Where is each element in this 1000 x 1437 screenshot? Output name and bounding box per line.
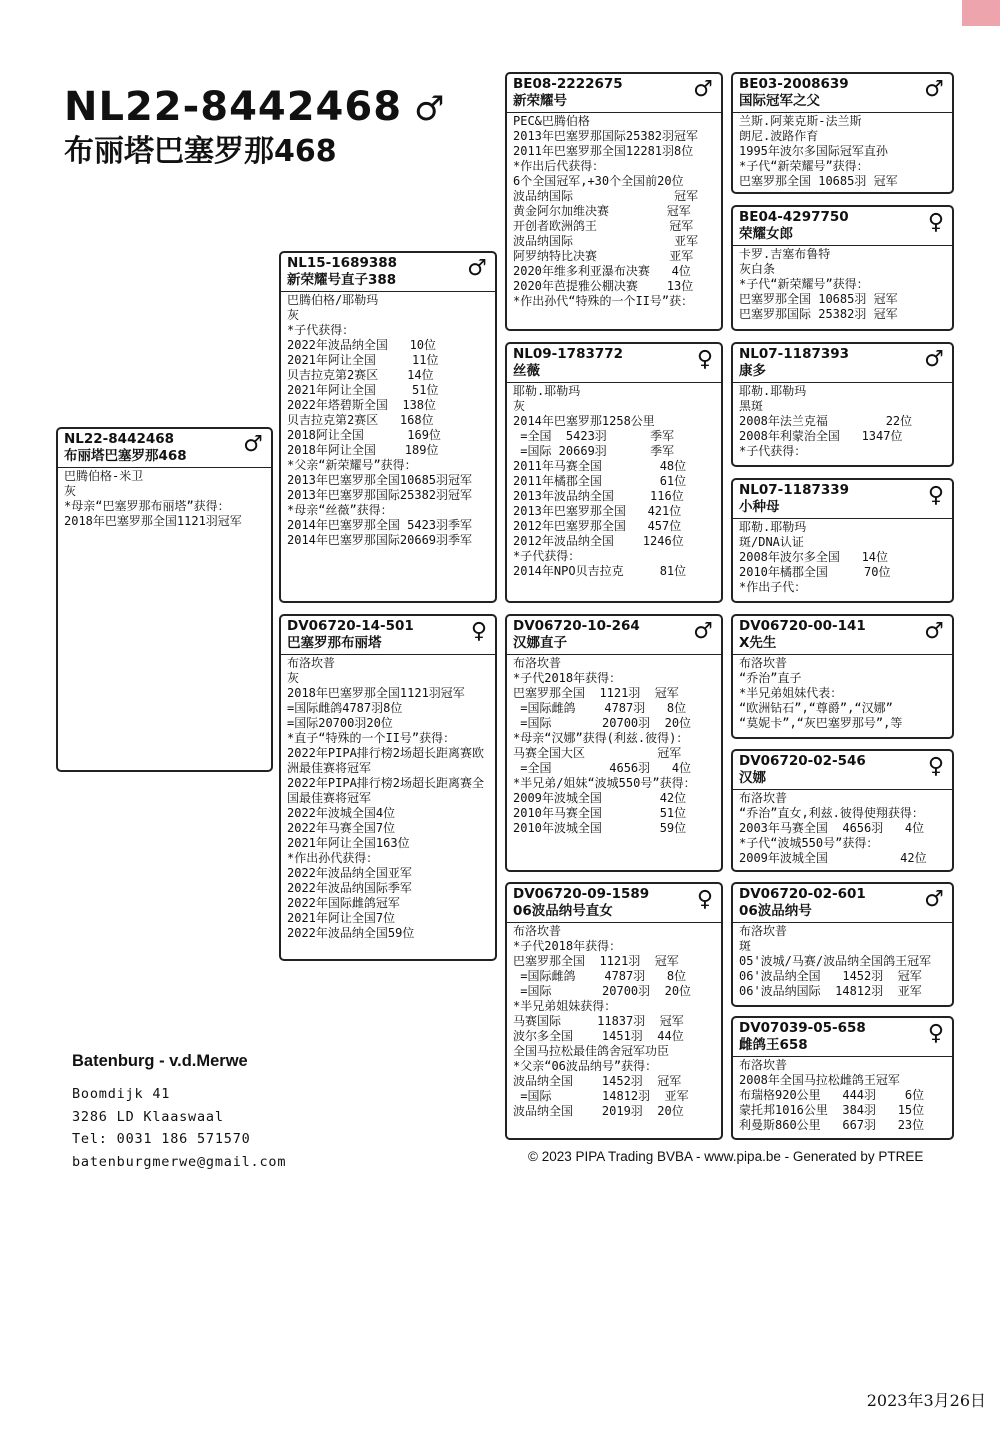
card-details xyxy=(281,292,495,549)
detail-line: 斑 xyxy=(739,939,752,953)
detail-line: =国际 14812羽 亚军 xyxy=(513,1089,689,1103)
detail-line: 巴腾伯格/耶勒玛 xyxy=(287,293,379,307)
female-sex-icon: ♀ xyxy=(927,210,944,235)
detail-line: *作出后代获得： xyxy=(513,159,605,173)
bird-name: 巴塞罗那布丽塔 xyxy=(287,635,382,651)
owner-street: Boomdijk 41 xyxy=(72,1086,171,1102)
detail-line: 2009年波城全国 42位 xyxy=(513,791,687,805)
card-header xyxy=(733,751,952,790)
detail-line: =国际 20669羽 季军 xyxy=(513,444,675,458)
detail-line: 2013年波品纳全国 116位 xyxy=(513,489,684,503)
detail-line: 2012年巴塞罗那全国 457位 xyxy=(513,519,682,533)
detail-line: 2010年波城全国 59位 xyxy=(513,821,687,835)
detail-line: *母亲“丝薇”获得： xyxy=(287,503,393,517)
card-subject xyxy=(56,427,273,772)
card-dsd xyxy=(731,749,954,872)
card-header xyxy=(507,74,721,113)
card-sds xyxy=(731,342,954,467)
ring-number: NL07-1187339 xyxy=(739,482,850,498)
paper-edge-mark xyxy=(962,0,1000,26)
owner-email[interactable]: batenburgmerwe@gmail.com xyxy=(72,1153,287,1170)
detail-line: 2020年维多利亚瀑布决赛 4位 xyxy=(513,264,691,278)
card-dam xyxy=(279,614,497,961)
male-sex-icon: ♂ xyxy=(414,89,445,129)
ring-number: NL09-1783772 xyxy=(513,346,624,362)
female-sex-icon: ♀ xyxy=(927,1021,944,1046)
date-stamp: 2023年3月26日 xyxy=(866,1391,986,1410)
detail-line: =国际雌鸽 4787羽 8位 xyxy=(513,969,687,983)
card-header xyxy=(507,616,721,655)
card-details xyxy=(507,923,721,1120)
detail-line: 巴塞罗那全国 1121羽 冠军 xyxy=(513,954,679,968)
bird-name: 丝薇 xyxy=(513,363,540,379)
detail-line: 耶勒.耶勒玛 xyxy=(513,384,581,398)
detail-line: 巴塞罗那全国 1121羽 冠军 xyxy=(513,686,679,700)
card-dam-dam xyxy=(505,882,723,1140)
detail-line: 布洛坎普 xyxy=(739,791,788,805)
detail-line: 波品纳国际 冠军 xyxy=(513,189,699,203)
male-sex-icon: ♂ xyxy=(924,77,944,102)
subject-name: 布丽塔巴塞罗那468 xyxy=(64,134,337,169)
detail-line: 2013年巴塞罗那国际25382羽冠军 xyxy=(287,488,473,502)
card-sire xyxy=(279,251,497,603)
card-header xyxy=(733,207,952,246)
card-sdd xyxy=(731,478,954,603)
detail-line: 黄金阿尔加维决赛 冠军 xyxy=(513,204,691,218)
detail-line: 2008年全国马拉松雌鸽王冠军 xyxy=(739,1073,900,1087)
detail-line: 2013年巴塞罗那全国 421位 xyxy=(513,504,682,518)
detail-line: *子代2018年获得： xyxy=(513,939,622,953)
male-sex-icon: ♂ xyxy=(243,432,263,457)
detail-line: “莫妮卡”,“灰巴塞罗那号”,等 xyxy=(739,716,903,730)
detail-line: 布洛坎普 xyxy=(513,656,562,670)
detail-line: *半兄弟姐妹获得： xyxy=(513,999,617,1013)
ring-number: DV06720-10-264 xyxy=(513,618,640,634)
male-sex-icon: ♂ xyxy=(467,256,487,281)
detail-line: 国最佳赛将冠军 xyxy=(287,791,372,805)
detail-line: 2014年巴塞罗那全国 5423羽季军 xyxy=(287,518,473,532)
detail-line: 洲最佳赛将冠军 xyxy=(287,761,372,775)
card-details xyxy=(58,468,271,530)
card-header xyxy=(58,429,271,468)
detail-line: =国际 20700羽 20位 xyxy=(513,716,692,730)
detail-line: *作出孙代“特殊的一个II号”获： xyxy=(513,294,694,308)
detail-line: 灰白条 xyxy=(739,262,776,276)
detail-line: 灰 xyxy=(64,484,77,498)
detail-line: 马赛国际 11837羽 冠军 xyxy=(513,1014,684,1028)
owner-block xyxy=(72,1052,286,1173)
detail-line: 2021年阿让全国 51位 xyxy=(287,383,439,397)
female-sex-icon: ♀ xyxy=(927,483,944,508)
detail-line: 2021年阿让全国163位 xyxy=(287,836,410,850)
detail-line: 2018阿让全国 169位 xyxy=(287,428,441,442)
card-details xyxy=(733,655,952,732)
detail-line: *半兄弟姐妹代表： xyxy=(739,686,843,700)
detail-line: =国际雌鸽 4787羽 8位 xyxy=(513,701,687,715)
detail-line: 2022年马赛全国7位 xyxy=(287,821,396,835)
card-header xyxy=(733,884,952,923)
detail-line: 2010年橘郡全国 70位 xyxy=(739,565,891,579)
card-details xyxy=(733,246,952,323)
detail-line: *父亲“新荣耀号”获得： xyxy=(287,458,417,472)
card-details xyxy=(733,1057,952,1134)
detail-line: =全国 4656羽 4位 xyxy=(513,761,692,775)
male-sex-icon: ♂ xyxy=(924,347,944,372)
detail-line: 2014年巴塞罗那国际20669羽季军 xyxy=(287,533,473,547)
card-header xyxy=(733,480,952,519)
card-details xyxy=(733,519,952,596)
card-sire-sire xyxy=(505,72,723,331)
detail-line: 全国马拉松最佳鸽舍冠军功臣 xyxy=(513,1044,670,1058)
detail-line: 2022年国际雌鸽冠军 xyxy=(287,896,400,910)
card-header xyxy=(281,616,495,655)
detail-line: 波品纳全国 1452羽 冠军 xyxy=(513,1074,682,1088)
bird-name: 汉娜直子 xyxy=(513,635,567,651)
detail-line: 马赛全国大区 冠军 xyxy=(513,746,682,760)
detail-line: 2014年NPO贝吉拉克 81位 xyxy=(513,564,687,578)
detail-line: 2018年阿让全国 189位 xyxy=(287,443,439,457)
subject-ring-number: NL22-8442468 xyxy=(64,84,403,130)
detail-line: 耶勒.耶勒玛 xyxy=(739,520,807,534)
ring-number: DV06720-00-141 xyxy=(739,618,866,634)
detail-line: 2022年波城全国4位 xyxy=(287,806,396,820)
bird-name: 布丽塔巴塞罗那468 xyxy=(64,448,187,464)
card-header xyxy=(733,616,952,655)
ring-number: DV06720-02-546 xyxy=(739,753,866,769)
detail-line: 开创者欧洲鸽王 冠军 xyxy=(513,219,694,233)
card-details xyxy=(733,923,952,1000)
detail-line: 2022年波品纳全国 10位 xyxy=(287,338,437,352)
detail-line: =全国 5423羽 季军 xyxy=(513,429,675,443)
ring-number: BE08-2222675 xyxy=(513,76,623,92)
detail-line: 布洛坎普 xyxy=(513,924,562,938)
card-header xyxy=(733,1018,952,1057)
female-sex-icon: ♀ xyxy=(696,347,713,372)
bird-name: 新荣耀号 xyxy=(513,93,567,109)
detail-line: 2022年波品纳全国59位 xyxy=(287,926,415,940)
detail-line: 阿罗纳特比决赛 亚军 xyxy=(513,249,694,263)
detail-line: *子代“新荣耀号”获得： xyxy=(739,159,869,173)
card-sss xyxy=(731,72,954,194)
detail-line: *子代获得： xyxy=(513,549,581,563)
ring-number: NL15-1689388 xyxy=(287,255,398,271)
detail-line: 巴塞罗那国际 25382羽 冠军 xyxy=(739,307,898,321)
owner-city: 3286 LD Klaaswaal xyxy=(72,1108,224,1125)
detail-line: 2022年波品纳全国亚军 xyxy=(287,866,412,880)
card-details xyxy=(281,655,495,942)
detail-line: 2008年利蒙治全国 1347位 xyxy=(739,429,903,443)
detail-line: 2008年波尔多全国 14位 xyxy=(739,550,889,564)
detail-line: 波品纳国际 亚军 xyxy=(513,234,699,248)
card-details xyxy=(507,655,721,837)
bird-name: X先生 xyxy=(739,635,777,651)
card-details xyxy=(507,383,721,580)
male-sex-icon: ♂ xyxy=(924,619,944,644)
detail-line: 06'波品纳国际 14812羽 亚军 xyxy=(739,984,922,998)
detail-line: 2013年巴塞罗那全国10685羽冠军 xyxy=(287,473,473,487)
bird-name: 06波品纳号直女 xyxy=(513,903,613,919)
detail-line: *直子“特殊的一个II号”获得： xyxy=(287,731,456,745)
detail-line: 卡罗.吉塞布鲁特 xyxy=(739,247,831,261)
card-dds xyxy=(731,882,954,1007)
footer-copyright: © 2023 PIPA Trading BVBA - www.pipa.be - Generated by PTREE xyxy=(528,1149,924,1164)
bird-name: 荣耀女郎 xyxy=(739,226,793,242)
card-details xyxy=(733,790,952,867)
detail-line: 2021年阿让全国 11位 xyxy=(287,353,439,367)
ring-number: DV07039-05-658 xyxy=(739,1020,866,1036)
ring-number: DV06720-09-1589 xyxy=(513,886,650,902)
bird-name: 汉娜 xyxy=(739,770,766,786)
detail-line: 灰 xyxy=(513,399,526,413)
detail-line: 2022年PIPA排行榜2场超长距离赛欧 xyxy=(287,746,485,760)
female-sex-icon: ♀ xyxy=(927,754,944,779)
card-header xyxy=(507,344,721,383)
bird-name: 新荣耀号直子388 xyxy=(287,272,397,288)
detail-line: 2020年芭提雅公棚决赛 13位 xyxy=(513,279,694,293)
card-header xyxy=(733,74,952,113)
detail-line: 巴塞罗那全国 10685羽 冠军 xyxy=(739,174,898,188)
detail-line: 布洛坎普 xyxy=(739,656,788,670)
bird-name: 康多 xyxy=(739,363,766,379)
bird-name: 国际冠军之父 xyxy=(739,93,820,109)
detail-line: *作出孙代获得： xyxy=(287,851,379,865)
male-sex-icon: ♂ xyxy=(693,619,713,644)
detail-line: =国际20700羽20位 xyxy=(287,716,393,730)
detail-line: 耶勒.耶勒玛 xyxy=(739,384,807,398)
detail-line: “乔治”直子 xyxy=(739,671,802,685)
detail-line: “乔治”直女,利兹.彼得使翔获得： xyxy=(739,806,924,820)
detail-line: 贝吉拉克第2赛区 168位 xyxy=(287,413,434,427)
detail-line: 2012年波品纳全国 1246位 xyxy=(513,534,684,548)
pedigree-header xyxy=(64,84,445,130)
detail-line: 2014年巴塞罗那1258公里 xyxy=(513,414,655,428)
female-sex-icon: ♀ xyxy=(696,887,713,912)
detail-line: 2021年阿让全国7位 xyxy=(287,911,396,925)
card-header xyxy=(507,884,721,923)
card-sire-dam xyxy=(505,342,723,603)
detail-line: 灰 xyxy=(287,308,300,322)
ring-number: DV06720-14-501 xyxy=(287,618,414,634)
detail-line: 2022年塔碧斯全国 138位 xyxy=(287,398,437,412)
detail-line: 斑/DNA认证 xyxy=(739,535,804,549)
card-details xyxy=(507,113,721,310)
detail-line: *子代获得： xyxy=(739,444,807,458)
detail-line: 黑斑 xyxy=(739,399,764,413)
detail-line: 波尔多全国 1451羽 44位 xyxy=(513,1029,684,1043)
detail-line: 布洛坎普 xyxy=(739,1058,788,1072)
bird-name: 06波品纳号 xyxy=(739,903,812,919)
detail-line: 2003年马赛全国 4656羽 4位 xyxy=(739,821,925,835)
female-sex-icon: ♀ xyxy=(470,619,487,644)
ring-number: BE03-2008639 xyxy=(739,76,849,92)
card-details xyxy=(733,383,952,460)
detail-line: 蒙托邦1016公里 384羽 15位 xyxy=(739,1103,925,1117)
owner-phone: Tel: 0031 186 571570 xyxy=(72,1131,251,1147)
bird-name: 雌鸽王658 xyxy=(739,1037,808,1053)
detail-line: 布洛坎普 xyxy=(287,656,336,670)
card-ddd xyxy=(731,1016,954,1140)
card-ssd xyxy=(731,205,954,331)
detail-line: =国际 20700羽 20位 xyxy=(513,984,692,998)
detail-line: 2018年巴塞罗那全国1121羽冠军 xyxy=(64,514,242,528)
male-sex-icon: ♂ xyxy=(924,887,944,912)
card-details xyxy=(733,113,952,190)
detail-line: *半兄弟/姐妹“波城550号”获得： xyxy=(513,776,696,790)
detail-line: *子代获得： xyxy=(287,323,355,337)
detail-line: 2013年巴塞罗那国际25382羽冠军 xyxy=(513,129,699,143)
male-sex-icon: ♂ xyxy=(693,77,713,102)
detail-line: 利曼斯860公里 667羽 23位 xyxy=(739,1118,925,1132)
detail-line: 6个全国冠军,+30个全国前20位 xyxy=(513,174,684,188)
ring-number: NL07-1187393 xyxy=(739,346,850,362)
detail-line: *母亲“巴塞罗那布丽塔”获得： xyxy=(64,499,230,513)
detail-line: 布洛坎普 xyxy=(739,924,788,938)
detail-line: 兰斯.阿莱克斯-法兰斯 xyxy=(739,114,862,128)
detail-line: 2008年法兰克福 22位 xyxy=(739,414,913,428)
bird-name: 小种母 xyxy=(739,499,780,515)
detail-line: 2010年马赛全国 51位 xyxy=(513,806,687,820)
detail-line: 波品纳全国 2019羽 20位 xyxy=(513,1104,684,1118)
detail-line: 巴腾伯格-米卫 xyxy=(64,469,144,483)
owner-name: Batenburg - v.d.Merwe xyxy=(72,1052,248,1070)
detail-line: PEC&巴腾伯格 xyxy=(513,114,590,128)
card-dam-sire xyxy=(505,614,723,872)
detail-line: 2022年波品纳国际季军 xyxy=(287,881,412,895)
card-header xyxy=(281,253,495,292)
ring-number: BE04-4297750 xyxy=(739,209,849,225)
detail-line: *作出子代： xyxy=(739,580,807,594)
detail-line: *子代“波城550号”获得： xyxy=(739,836,879,850)
detail-line: *母亲“汉娜”获得(利兹.彼得)： xyxy=(513,731,689,745)
detail-line: 2011年橘郡全国 61位 xyxy=(513,474,687,488)
detail-line: 2009年波城全国 42位 xyxy=(739,851,927,865)
ring-number: NL22-8442468 xyxy=(64,431,175,447)
detail-line: *子代“新荣耀号”获得： xyxy=(739,277,869,291)
detail-line: 06'波品纳全国 1452羽 冠军 xyxy=(739,969,922,983)
detail-line: 灰 xyxy=(287,671,300,685)
detail-line: “欧洲钻石”,“尊爵”,“汉娜” xyxy=(739,701,893,715)
detail-line: 巴塞罗那全国 10685羽 冠军 xyxy=(739,292,898,306)
detail-line: 2011年巴塞罗那全国12281羽8位 xyxy=(513,144,694,158)
detail-line: 2022年PIPA排行榜2场超长距离赛全 xyxy=(287,776,485,790)
detail-line: 贝吉拉克第2赛区 14位 xyxy=(287,368,434,382)
detail-line: *子代2018年获得： xyxy=(513,671,622,685)
detail-line: *父亲“06波品纳号”获得： xyxy=(513,1059,658,1073)
detail-line: 2011年马赛全国 48位 xyxy=(513,459,687,473)
detail-line: =国际雌鸽4787羽8位 xyxy=(287,701,403,715)
detail-line: 布瑞格920公里 444羽 6位 xyxy=(739,1088,925,1102)
card-header xyxy=(733,344,952,383)
ring-number: DV06720-02-601 xyxy=(739,886,866,902)
detail-line: 05'波城/马赛/波品纳全国鸽王冠军 xyxy=(739,954,932,968)
card-dss xyxy=(731,614,954,739)
detail-line: 1995年波尔多国际冠军直孙 xyxy=(739,144,888,158)
detail-line: 朗尼.波路作育 xyxy=(739,129,819,143)
detail-line: 2018年巴塞罗那全国1121羽冠军 xyxy=(287,686,465,700)
